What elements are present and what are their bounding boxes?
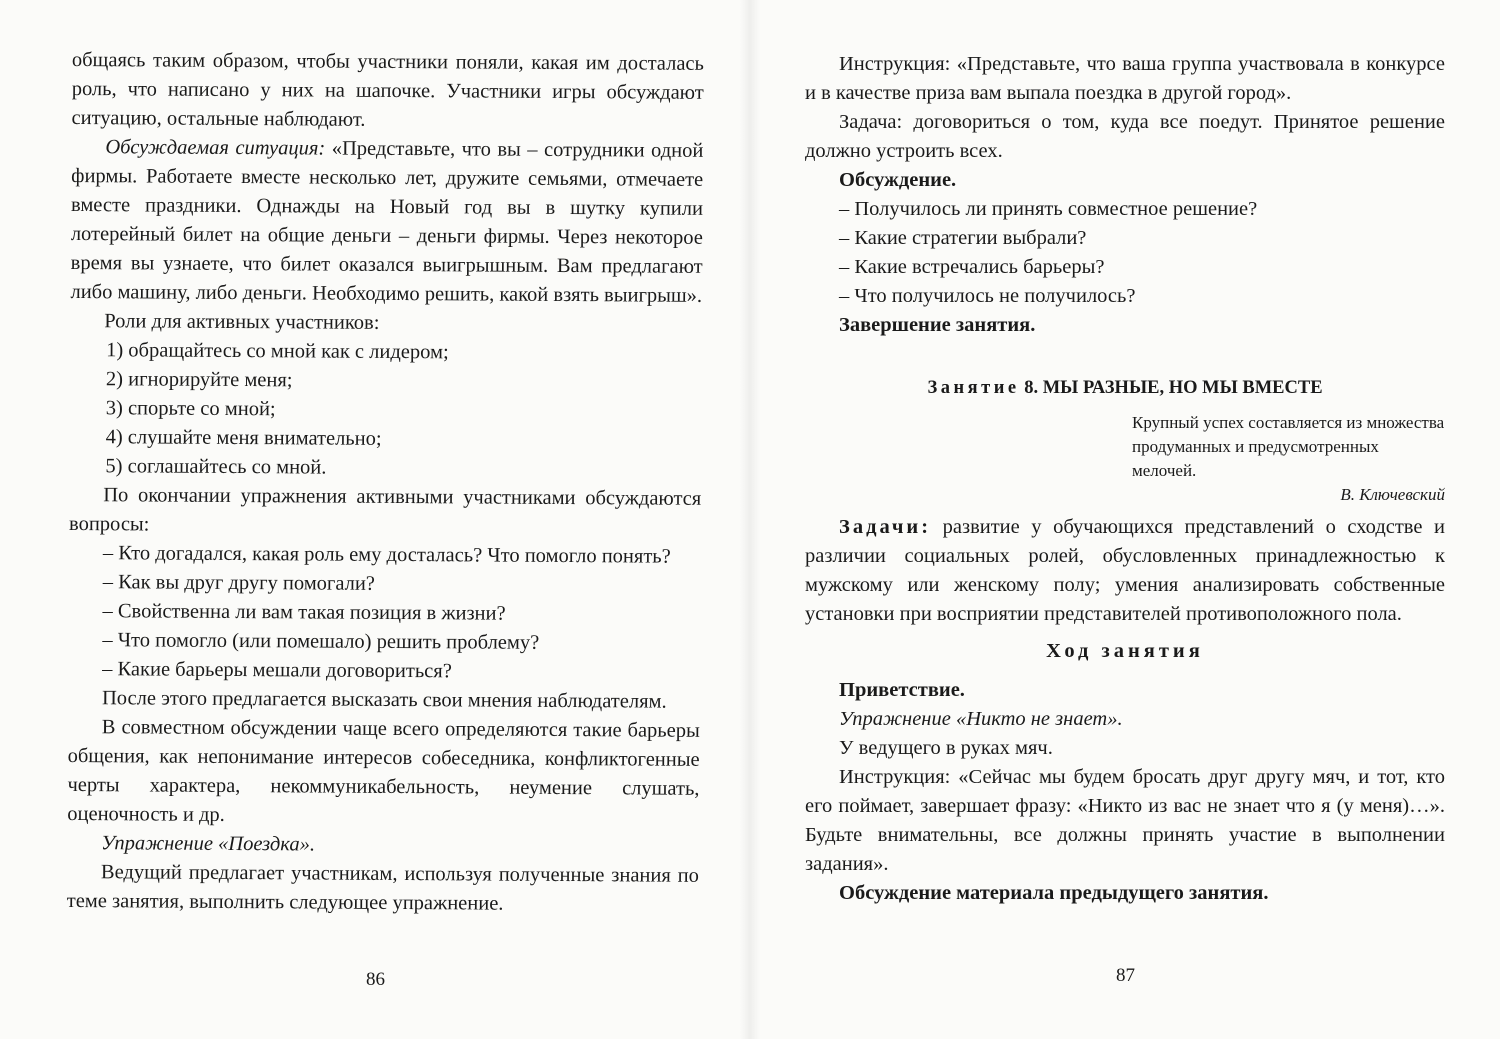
paragraph: общаясь таким образом, чтобы участники поняли, какая им досталась роль, что написано у них на шапочке. Участники игры обсуждают ситуацию, остальные наблюдают.	[71, 48, 704, 131]
situation-paragraph	[70, 133, 703, 311]
task-paragraph: Задача: договориться о том, куда все поедут. Принятое решение должно устроить всех.	[805, 111, 1445, 162]
questions-intro: По окончании упражнения активными участниками обсуждаются вопросы:	[69, 484, 702, 536]
observers-paragraph: После этого предлагается высказать свои мнения наблюдателям.	[101, 687, 667, 713]
question-item: – Свойственна ли вам такая позиция в жизни?	[102, 600, 506, 625]
discussion-heading: Обсуждение.	[839, 169, 957, 191]
instruction-paragraph: Инструкция: «Представьте, что ваша группа участвовала в конкурсе и в качестве приза вам выпала поездка в другой город».	[805, 53, 1445, 104]
roles-intro: Роли для активных участников:	[104, 310, 380, 334]
ball-paragraph: У ведущего в руках мяч.	[839, 737, 1053, 759]
exercise-title: Упражнение «Поездка».	[101, 832, 316, 856]
role-item: 3) спорьте со мной;	[105, 397, 276, 421]
right-page	[750, 0, 1500, 1039]
role-item: 5) соглашайтесь со мной.	[105, 455, 327, 479]
epigraph: Крупный успех составляется из множества продуманных и предусмотренных мелочей.	[1132, 413, 1445, 480]
section-title: Ход занятия	[1046, 640, 1204, 662]
situation-text: «Представьте, что вы – сотрудники одной фирмы. Работаете вместе несколько лет, дружите семьями, отмечаете вместе праздники. Однажды на Новый год вы в шутку купили лотерейный билет на общие деньги – деньги фирмы. Через некоторое время вы узнаете, что билет оказался выигрышным. Вам предлагают либо машину, либо деньги. Необходимо решить, какой взять выигрыш».	[70, 137, 704, 307]
question-item: – Кто догадался, какая роль ему досталась? Что помогло понять?	[102, 542, 671, 568]
host-paragraph: Ведущий предлагает участникам, используя полученные знания по теме занятия, выполнить следующее упражнение.	[66, 861, 700, 915]
discussion-item: – Какие встречались барьеры?	[839, 256, 1105, 278]
tasks-text: развитие у обучающихся представлений о сходстве и различии социальных ролей, обусловленных принадлежностью к мужскому или женскому полу; умения анализировать собственные установки при восприятии представителей противоположного пола.	[805, 516, 1445, 625]
discussion-item: – Какие стратегии выбрали?	[839, 227, 1087, 249]
role-item: 2) игнорируйте меня;	[105, 368, 293, 392]
lesson-title-text: 8. МЫ РАЗНЫЕ, НО МЫ ВМЕСТЕ	[1019, 378, 1323, 398]
left-page-text	[67, 46, 704, 920]
question-item: – Как вы друг другу помогали?	[102, 571, 376, 595]
lesson-word: Занятие	[927, 378, 1020, 398]
end-heading: Завершение занятия.	[839, 314, 1036, 336]
discussion-item: – Получилось ли принять совместное решение?	[839, 198, 1258, 220]
role-item: 4) слушайте меня внимательно;	[105, 426, 382, 450]
page-number: 87	[1116, 965, 1135, 986]
lesson-title	[805, 374, 1445, 403]
greeting-heading: Приветствие.	[839, 679, 965, 701]
prev-discussion-heading: Обсуждение материала предыдущего занятия.	[839, 882, 1269, 904]
question-item: – Какие барьеры мешали договориться?	[102, 658, 452, 683]
situation-label: Обсуждаемая ситуация:	[105, 136, 326, 160]
right-page-text	[805, 50, 1445, 908]
page-number: 86	[366, 969, 385, 990]
question-item: – Что помогло (или помешало) решить проблему?	[102, 629, 540, 654]
barriers-paragraph: В совместном обсуждении чаще всего определяются такие барьеры общения, как непонимание интересов собеседника, конфликтогенные черты характера, некоммуникабельность, неумение слушать, оценочность и др.	[67, 716, 700, 826]
role-item: 1) обращайтесь со мной как с лидером;	[106, 339, 449, 364]
exercise-title: Упражнение «Никто не знает».	[839, 708, 1123, 730]
tasks-paragraph	[805, 513, 1445, 629]
discussion-item: – Что получилось не получилось?	[839, 285, 1136, 307]
tasks-label: Задачи:	[839, 516, 932, 538]
instruction2-paragraph: Инструкция: «Сейчас мы будем бросать друг другу мяч, и тот, кто его поймает, завершает фразу: «Никто из вас не знает что я (у меня)…». Будьте внимательны, все должны принять участие в выполнении задания».	[805, 766, 1445, 875]
epigraph-author: В. Ключевский	[1340, 485, 1445, 504]
